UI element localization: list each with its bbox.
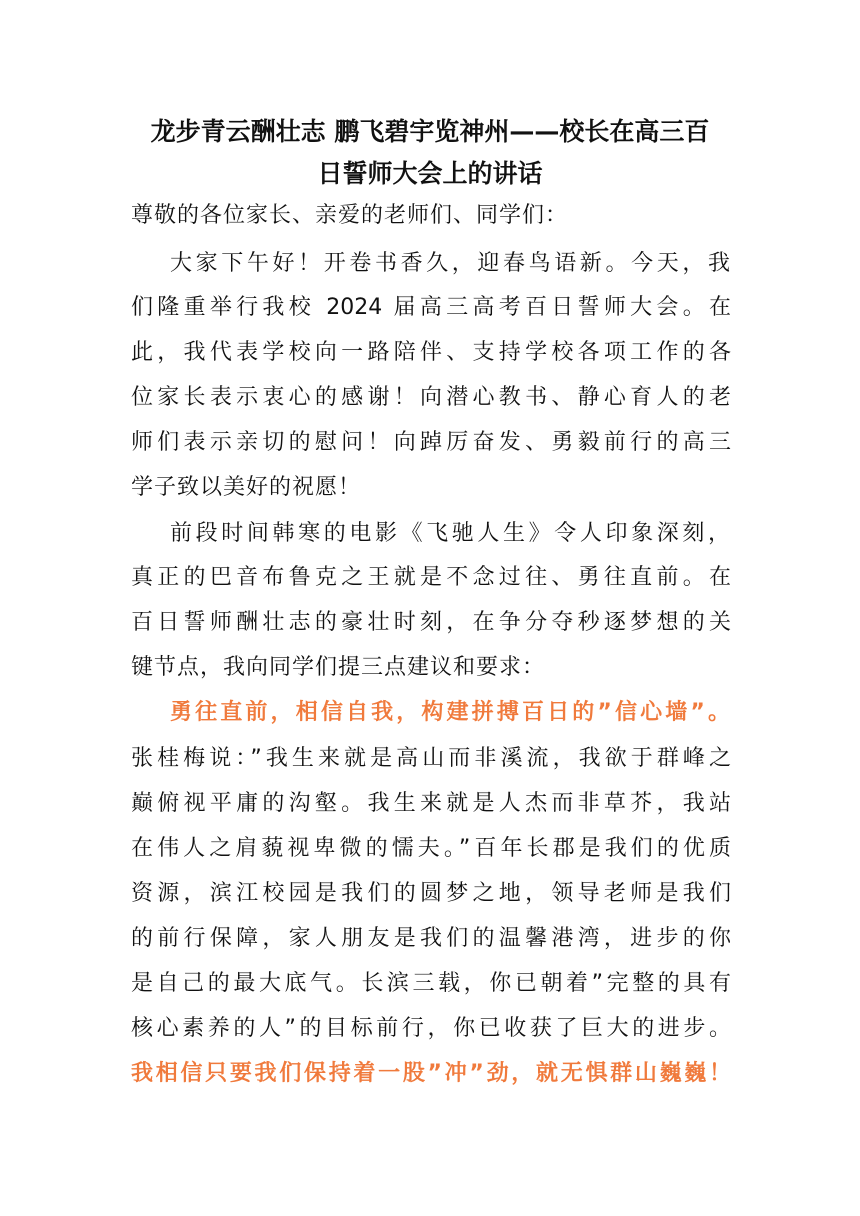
paragraph-line: 百日誓师酬壮志的豪壮时刻，在争分夺秒逐梦想的关 xyxy=(131,610,731,635)
paragraph-line: 核心素养的人”的目标前行，你已收获了巨大的进步。 xyxy=(131,1016,731,1041)
emphasis-line: 我相信只要我们保持着一股”冲”劲，就无惧群山巍巍！ xyxy=(131,1061,731,1086)
paragraph-line: 张桂梅说：”我生来就是高山而非溪流，我欲于群峰之 xyxy=(131,746,731,771)
paragraph-line: 在伟人之肩藐视卑微的懦夫。”百年长郡是我们的优质 xyxy=(131,836,731,861)
paragraph-line: 是自己的最大底气。长滨三载，你已朝着”完整的具有 xyxy=(131,971,731,996)
paragraph-line: 巅俯视平庸的沟壑。我生来就是人杰而非草芥，我站 xyxy=(131,791,731,816)
paragraph-line: 师们表示亲切的慰问！向踔厉奋发、勇毅前行的高三 xyxy=(131,430,731,455)
document-title-line-1: 龙步青云酬壮志 鹏飞碧宇览神州——校长在高三百 xyxy=(150,117,710,146)
paragraph-line: 键节点，我向同学们提三点建议和要求： xyxy=(131,655,546,680)
paragraph-line: 此，我代表学校向一路陪伴、支持学校各项工作的各 xyxy=(131,340,731,365)
paragraph-line: 学子致以美好的祝愿！ xyxy=(131,475,362,500)
paragraph-line: 们隆重举行我校 2024 届高三高考百日誓师大会。在 xyxy=(131,295,731,320)
paragraph-line: 位家长表示衷心的感谢！向潜心教书、静心育人的老 xyxy=(131,385,731,410)
paragraph-line: 大家下午好！开卷书香久，迎春鸟语新。今天，我 xyxy=(170,251,730,276)
paragraph-line: 真正的巴音布鲁克之王就是不念过往、勇往直前。在 xyxy=(131,565,731,590)
paragraph-line: 前段时间韩寒的电影《飞驰人生》令人印象深刻， xyxy=(170,521,730,546)
section-heading: 勇往直前，相信自我，构建拼搏百日的”信心墙”。 xyxy=(170,700,730,725)
document-title-line-2: 日誓师大会上的讲话 xyxy=(317,159,543,188)
paragraph-line: 资源，滨江校园是我们的圆梦之地，领导老师是我们 xyxy=(131,881,731,906)
salutation: 尊敬的各位家长、亲爱的老师们、同学们： xyxy=(131,203,569,228)
paragraph-line: 的前行保障，家人朋友是我们的温馨港湾，进步的你 xyxy=(131,926,731,951)
